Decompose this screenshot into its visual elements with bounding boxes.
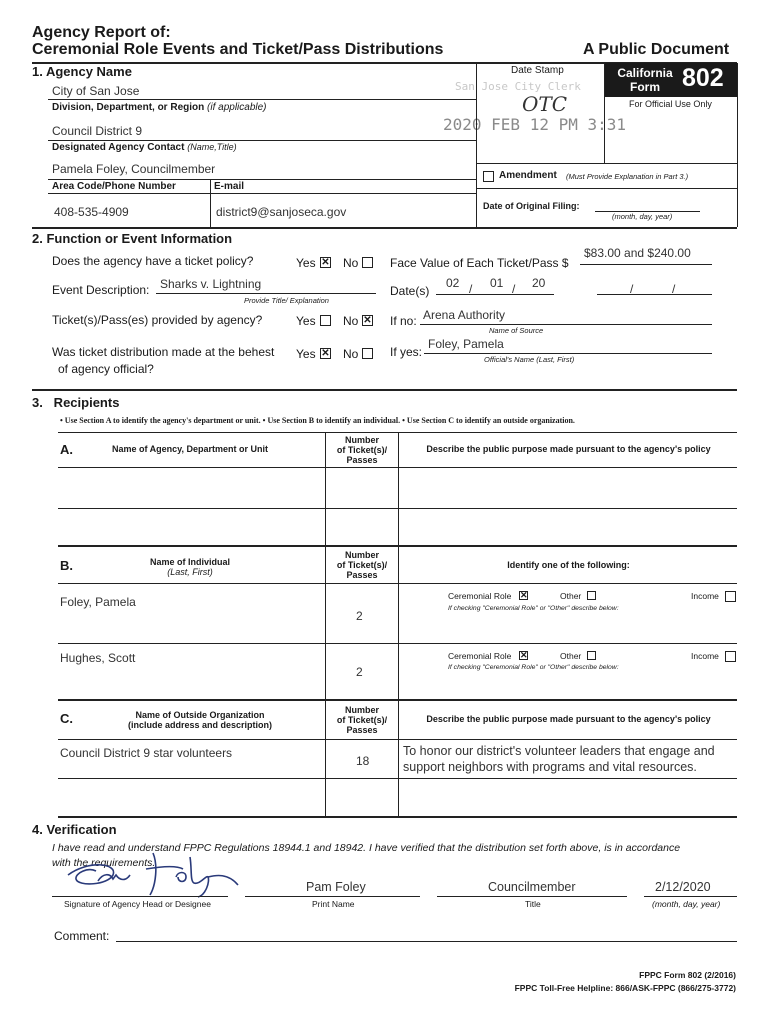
section3-heading: 3. Recipients (32, 395, 120, 410)
behest-no-label: No (343, 347, 359, 361)
event-description-value: Sharks v. Lightning (160, 277, 262, 291)
a-count-header: Number of Ticket(s)/ Passes (336, 435, 388, 465)
stamp-box-right (604, 63, 605, 163)
b-row-1-other-checkbox[interactable] (587, 591, 596, 600)
b-count-header: Number of Ticket(s)/ Passes (336, 550, 388, 580)
amendment-hint: (Must Provide Explanation in Part 3.) (566, 172, 689, 181)
title-value: Councilmember (488, 880, 576, 894)
contact-hint: (Name,Title) (187, 142, 237, 152)
b-row-2-other-label: Other (560, 651, 582, 661)
provided-yes-checkbox[interactable] (320, 315, 331, 326)
print-name-value: Pam Foley (306, 880, 366, 894)
verification-statement-line2: with the requirements. (52, 857, 156, 869)
email-value: district9@sanjoseca.gov (216, 205, 347, 219)
footer-form-id: FPPC Form 802 (2/2016) (639, 970, 736, 980)
second-date-field[interactable] (597, 294, 712, 295)
recipients-instructions: • Use Section A to identify the agency's department or unit. • Use Section B to identify an individual. • Use Section C to identify an outside organization. (60, 416, 575, 425)
public-document-label: A Public Document (583, 41, 730, 58)
policy-no-checkbox[interactable] (362, 257, 373, 268)
stamp-initials: OTC (522, 92, 568, 116)
a-name-header: Name of Agency, Department or Unit (111, 444, 269, 454)
c-row-1-count: 18 (356, 754, 370, 768)
b-row-1-other-label: Other (560, 591, 582, 601)
c-name-header: Name of Outside Organization (include address and description) (127, 710, 273, 730)
b-name-header: Name of Individual (Last, First) (149, 557, 230, 577)
c-row-1-name: Council District 9 star volunteers (60, 746, 233, 760)
behest-question-line2: of agency official? (58, 362, 154, 376)
phone-value: 408-535-4909 (54, 205, 129, 219)
original-filing-label: Date of Original Filing: (483, 201, 580, 211)
b-row-1-ceremonial-checkbox[interactable]: ✕ (520, 590, 528, 600)
event-description-hint: Provide Title/ Explanation (244, 296, 329, 305)
california-form-label: California Form (617, 66, 673, 94)
behest-yes-label: Yes (296, 347, 316, 361)
b-row-1-hint: If checking "Ceremonial Role" or "Other" describe below: (448, 605, 619, 612)
division-value: Council District 9 (52, 124, 143, 138)
provided-yes-label: Yes (296, 314, 316, 328)
b-row-2-ceremonial-checkbox[interactable]: ✕ (520, 650, 528, 660)
section4-heading: 4. Verification (32, 822, 117, 837)
form-number: 802 (682, 64, 724, 92)
b-row-1-income-checkbox[interactable] (725, 591, 736, 602)
phone-label: Area Code/Phone Number (52, 181, 176, 192)
print-name-label: Print Name (312, 899, 355, 909)
section-c-letter: C. (60, 711, 73, 726)
section-b-letter: B. (60, 558, 73, 573)
c-purpose-header: Describe the public purpose made pursuant to the agency's policy (426, 714, 711, 724)
b-row-1-ceremonial-label: Ceremonial Role (448, 591, 512, 601)
a-row-2 (58, 545, 737, 547)
b-row-1-income-label: Income (691, 591, 719, 601)
original-filing-hint: (month, day, year) (612, 212, 673, 221)
provided-no-label: No (343, 314, 359, 328)
form-title-line2: Ceremonial Role Events and Ticket/Pass Distributions (32, 41, 444, 58)
event-description-label: Event Description: (52, 283, 150, 297)
stamp-city: San Jose City Clerk (455, 80, 581, 93)
a-row-1 (58, 508, 737, 509)
section1-heading: 1. Agency Name (32, 64, 132, 79)
date-stamp-label: Date Stamp (511, 65, 564, 76)
policy-yes-checkbox[interactable]: ✕ (321, 257, 330, 268)
division-hint: (if applicable) (207, 102, 267, 113)
if-no-hint: Name of Source (489, 326, 544, 335)
section-a-letter: A. (60, 442, 73, 457)
dates-label: Date(s) (390, 284, 430, 298)
contact-value: Pamela Foley, Councilmember (52, 162, 216, 176)
face-value: $83.00 and $240.00 (584, 246, 691, 260)
behest-yes-checkbox[interactable]: ✕ (321, 348, 330, 359)
behest-no-checkbox[interactable] (362, 348, 373, 359)
tickets-provided-question: Ticket(s)/Pass(es) provided by agency? (52, 313, 263, 327)
b-identify-header: Identify one of the following: (507, 560, 630, 570)
form-802-badge (604, 63, 737, 97)
b-row-2-income-checkbox[interactable] (725, 651, 736, 662)
b-row-2-name: Hughes, Scott (60, 651, 136, 665)
behest-question-line1: Was ticket distribution made at the behest (52, 345, 275, 359)
comment-label: Comment: (54, 929, 110, 943)
date-day: 01 (490, 276, 504, 290)
amendment-label: Amendment (499, 170, 557, 181)
date-stamp: 2020 FEB 12 PM 3:31 (443, 115, 627, 134)
verification-statement-line1: I have read and understand FPPC Regulations 18944.1 and 18942. I have verified that the distribution set forth above, is in accordance (52, 842, 681, 854)
section2-heading: 2. Function or Event Information (32, 231, 233, 246)
email-label: E-mail (214, 181, 245, 192)
if-no-source-value: Arena Authority (423, 308, 506, 322)
if-yes-hint: Official's Name (Last, First) (484, 355, 575, 364)
if-yes-label: If yes: (390, 345, 423, 359)
b-row-2-other-checkbox[interactable] (587, 651, 596, 660)
c-count-header: Number of Ticket(s)/ Passes (336, 705, 388, 735)
if-yes-official-value: Foley, Pamela (428, 337, 504, 351)
provided-no-checkbox[interactable]: ✕ (363, 315, 372, 326)
official-use-label: For Official Use Only (629, 99, 712, 109)
b-row-2-hint: If checking "Ceremonial Role" or "Other" describe below: (448, 664, 619, 671)
b-row-2-count: 2 (356, 665, 363, 679)
date-month: 02 (446, 276, 460, 290)
date-format-label: (month, day, year) (652, 899, 721, 909)
policy-no-label: No (343, 256, 359, 270)
ticket-policy-question: Does the agency have a ticket policy? (52, 254, 254, 268)
amendment-checkbox[interactable] (483, 171, 494, 182)
c-row-1-purpose-line1: To honor our district's volunteer leaders that engage and (403, 744, 715, 758)
face-value-label: Face Value of Each Ticket/Pass $ (390, 256, 569, 270)
comment-field[interactable] (116, 941, 737, 942)
date-year: 20 (532, 276, 546, 290)
policy-yes-label: Yes (296, 256, 316, 270)
title-label: Title (525, 899, 541, 909)
c-row-1-purpose-line2: support neighbors with programs and vital resources. (403, 760, 697, 774)
b-row-1-name: Foley, Pamela (60, 595, 136, 609)
form-title-line1: Agency Report of: (32, 24, 171, 41)
if-no-label: If no: (390, 314, 417, 328)
a-purpose-header: Describe the public purpose made pursuant to the agency's policy (426, 444, 711, 454)
agency-name-value: City of San Jose (52, 84, 140, 98)
stamp-box-left (476, 63, 477, 227)
footer-helpline: FPPC Toll-Free Helpline: 866/ASK-FPPC (866/275-3772) (514, 983, 736, 993)
signature-label: Signature of Agency Head or Designee (64, 899, 211, 909)
division-label: Division, Department, or Region (52, 102, 205, 113)
signature-graphic (58, 845, 248, 900)
b-row-2-income-label: Income (691, 651, 719, 661)
b-row-1-count: 2 (356, 609, 363, 623)
b-row-2-ceremonial-label: Ceremonial Role (448, 651, 512, 661)
contact-label: Designated Agency Contact (52, 142, 185, 153)
date-value: 2/12/2020 (655, 880, 711, 894)
